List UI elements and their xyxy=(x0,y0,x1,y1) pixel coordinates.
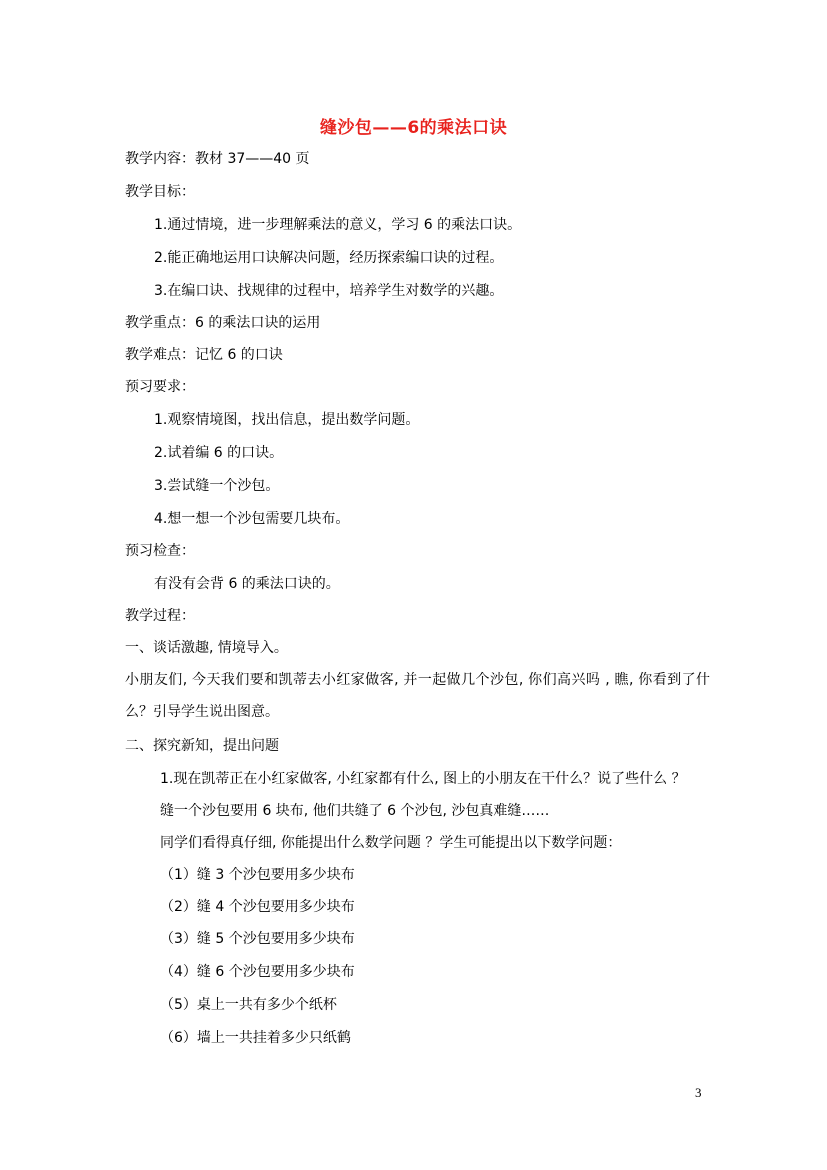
page-number: 3 xyxy=(695,1085,702,1100)
preview-item: 4.想一想一个沙包需要几块布。 xyxy=(154,511,350,527)
key-point: 教学重点：6 的乘法口诀的运用 xyxy=(125,315,321,331)
section2-heading: 二、探究新知，提出问题 xyxy=(125,738,279,754)
process-heading: 教学过程： xyxy=(125,608,195,624)
question-item: （3）缝 5 个沙包要用多少块布 xyxy=(160,931,355,947)
preview-item: 3.尝试缝一个沙包。 xyxy=(154,478,280,494)
question-item: （6）墙上一共挂着多少只纸鹤 xyxy=(160,1030,351,1046)
preview-heading: 预习要求： xyxy=(125,379,195,395)
section2-line: 缝一个沙包要用 6 块布, 他们共缝了 6 个沙包, 沙包真难缝…… xyxy=(160,803,550,819)
section2-line: 同学们看得真仔细, 你能提出什么数学问题 ？学生可能提出以下数学问题： xyxy=(160,835,622,851)
question-item: （5）桌上一共有多少个纸杯 xyxy=(160,997,337,1013)
section1-heading: 一、谈话激趣, 情境导入。 xyxy=(125,640,288,656)
preview-item: 1.观察情境图，找出信息，提出数学问题。 xyxy=(154,412,420,428)
goal-item: 3.在编口诀、找规律的过程中，培养学生对数学的兴趣。 xyxy=(154,283,504,299)
question-item: （1）缝 3 个沙包要用多少块布 xyxy=(160,867,355,883)
goals-heading: 教学目标： xyxy=(125,184,195,200)
section1-text: 小朋友们, 今天我们要和凯蒂去小红家做客, 并一起做几个沙包, 你们高兴吗 , 瞧, 你看到了什么？引导学生说出图意。 xyxy=(125,672,710,720)
question-item: （4）缝 6 个沙包要用多少块布 xyxy=(160,964,355,980)
difficulty: 教学难点：记忆 6 的口诀 xyxy=(125,347,283,363)
goal-item: 1.通过情境，进一步理解乘法的意义，学习 6 的乘法口诀。 xyxy=(154,217,522,233)
check-text: 有没有会背 6 的乘法口诀的。 xyxy=(154,576,340,592)
goal-item: 2.能正确地运用口诀解决问题，经历探索编口诀的过程。 xyxy=(154,250,504,266)
check-heading: 预习检查： xyxy=(125,543,195,559)
section2-line: 1.现在凯蒂正在小红家做客, 小红家都有什么, 图上的小朋友在干什么？说了些什么 ？ xyxy=(160,771,686,787)
question-item: （2）缝 4 个沙包要用多少块布 xyxy=(160,899,355,915)
preview-item: 2.试着编 6 的口诀。 xyxy=(154,445,284,461)
page-title: 缝沙包——6的乘法口诀 xyxy=(319,118,508,138)
teaching-content: 教学内容：教材 37——40 页 xyxy=(125,151,310,167)
